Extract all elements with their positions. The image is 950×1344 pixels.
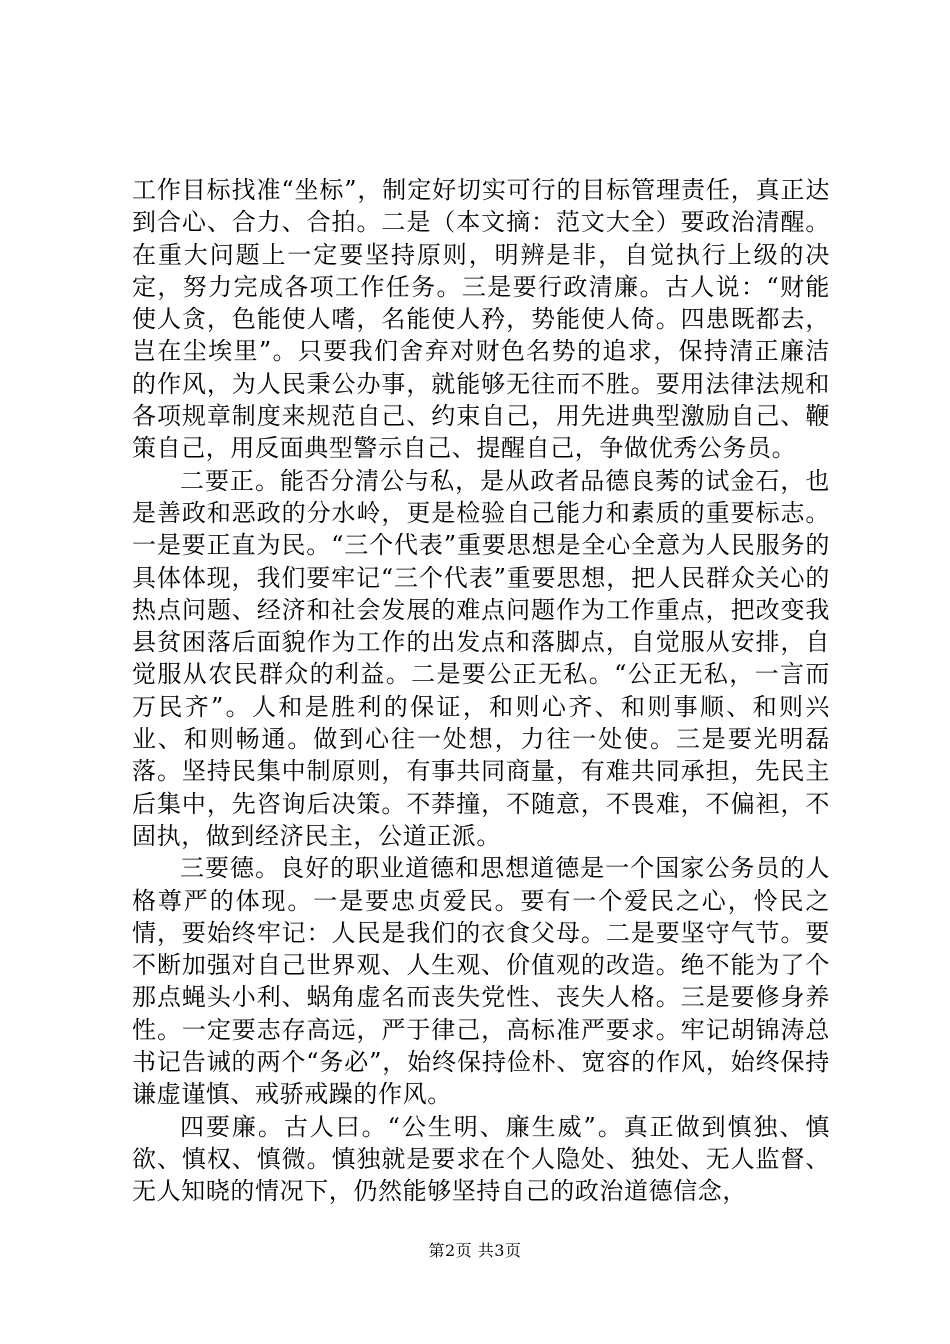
paragraph-1: 工作目标找准“坐标”，制定好切实可行的目标管理责任，真正达到合心、合力、合拍。二是（本文摘：范文大全）要政治清醒。在重大问题上一定要坚持原则，明辨是非，自觉执行上级的决定，努力完成各项工作任务。三是要行政清廉。古人说：“财能使人贪，色能使人嗜，名能使人矜，势能使人倚。四患既都去，岂在尘埃里”。只要我们舍弃对财色名势的追求，保持清正廉洁的作风，为人民秉公办事，就能够无往而不胜。要用法律法规和各项规章制度来规范自己、约束自己，用先进典型激励自己、鞭策自己，用反面典型警示自己、提醒自己，争做优秀公务员。 [132, 176, 830, 463]
page-footer: 第2页 共3页 [428, 1241, 522, 1260]
paragraph-2: 二要正。能否分清公与私，是从政者品德良莠的试金石，也是善政和恶政的分水岭，更是检验自己能力和素质的重要标志。一是要正直为民。“三个代表”重要思想是全心全意为人民服务的具体体现，我们要牢记“三个代表”重要思想，把人民群众关心的热点问题、经济和社会发展的难点问题作为工作重点，把改变我县贫困落后面貌作为工作的出发点和落脚点，自觉服从安排，自觉服从农民群众的利益。二是要公正无私。“公正无私，一言而万民齐”。人和是胜利的保证，和则心齐、和则事顺、和则兴业、和则畅通。做到心往一处想，力往一处使。三是要光明磊落。坚持民集中制原则，有事共同商量，有难共同承担，先民主后集中，先咨询后决策。不莽撞，不随意，不畏难，不偏袒，不固执，做到经济民主，公道正派。 [132, 466, 830, 850]
paragraph-3: 三要德。良好的职业道德和思想道德是一个国家公务员的人格尊严的体现。一是要忠贞爱民。要有一个爱民之心，怜民之情，要始终牢记：人民是我们的衣食父母。二是要坚守气节。要不断加强对自己世界观、人生观、价值观的改造。绝不能为了个那点蝇头小利、蜗角虚名而丧失党性、丧失人格。三是要修身养性。一定要志存高远，严于律己，高标准严要求。牢记胡锦涛总书记告诫的两个“务必”，始终保持俭朴、宽容的作风，始终保持谦虚谨慎、戒骄戒躁的作风。 [132, 854, 830, 1109]
paragraph-4: 四要廉。古人曰。“公生明、廉生威”。真正做到慎独、慎欲、慎权、慎微。慎独就是要求在个人隐处、独处、无人监督、无人知晓的情况下，仍然能够坚持自己的政治道德信念， [132, 1112, 830, 1206]
document-body [132, 174, 830, 1208]
